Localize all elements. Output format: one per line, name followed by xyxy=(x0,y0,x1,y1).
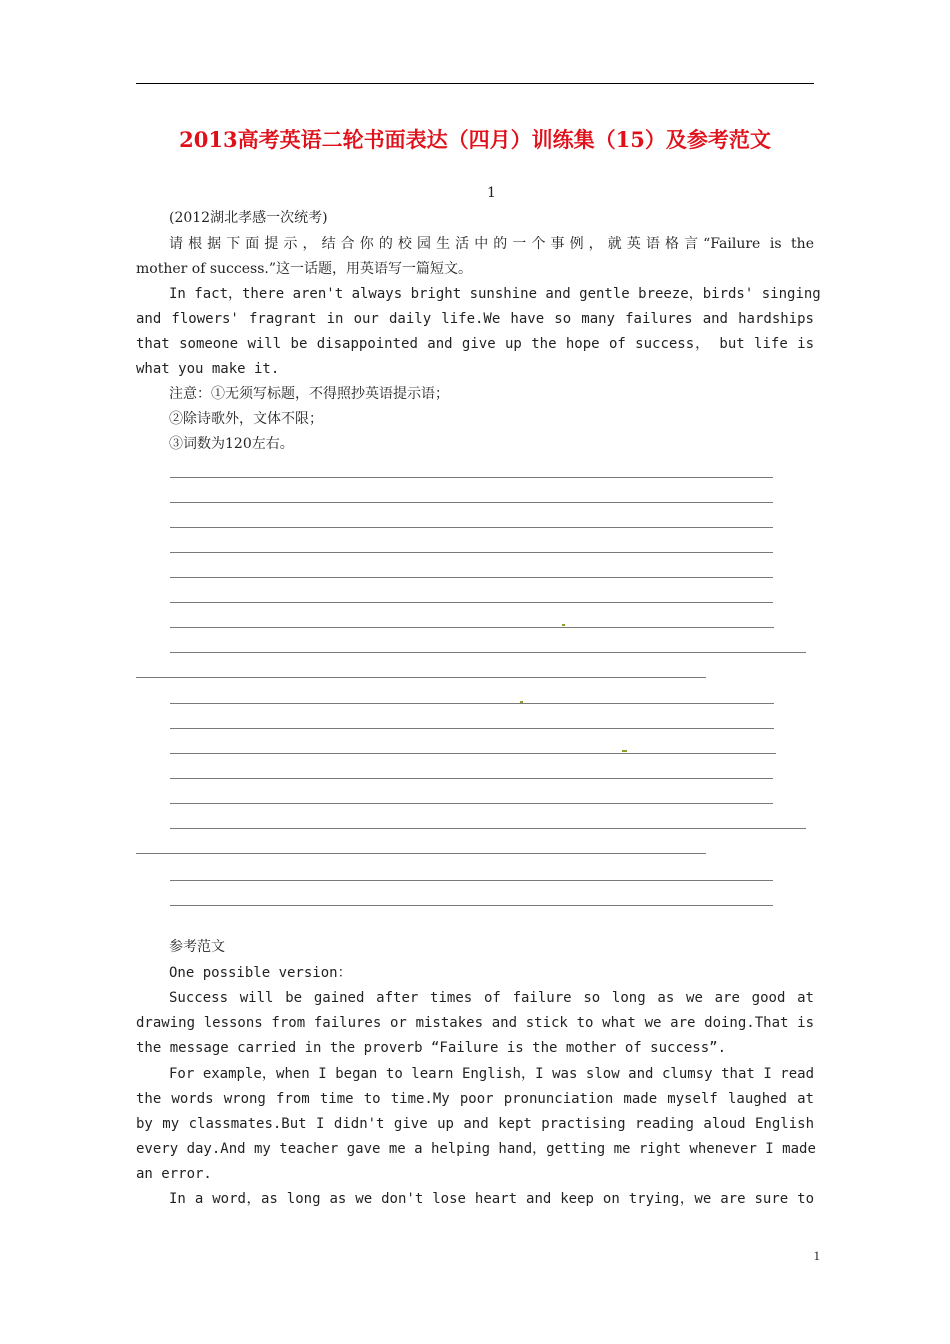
model-line: drawing lessons from failures or mistakes and stick to what we are doing.That is xyxy=(136,1015,814,1031)
model-intro: One possible version： xyxy=(169,965,352,981)
writing-line xyxy=(170,552,773,553)
writing-line xyxy=(170,803,773,804)
header-rule xyxy=(136,83,814,84)
speck-mark xyxy=(520,701,523,703)
question-number: 1 xyxy=(487,185,496,201)
model-line: In a word，as long as we don't lose heart and keep on trying，we are sure to xyxy=(169,1191,814,1207)
writing-line xyxy=(170,602,773,603)
prompt-paragraph-line: and flowers' fragrant in our daily life.We have so many failures and hardships xyxy=(136,311,814,327)
writing-line xyxy=(170,627,774,628)
prompt-paragraph-line: what you make it. xyxy=(136,361,280,377)
model-line: For example，when I began to learn English，I was slow and clumsy that I read xyxy=(169,1066,814,1082)
writing-line xyxy=(170,477,773,478)
writing-line xyxy=(136,853,706,854)
model-line: the message carried in the proverb “Failure is the mother of success”. xyxy=(136,1040,727,1056)
writing-line xyxy=(170,527,773,528)
model-line: an error. xyxy=(136,1166,212,1182)
note-line: ③词数为120左右。 xyxy=(169,436,294,452)
model-line: every day.And my teacher gave me a helping hand，getting me right whenever I made xyxy=(136,1141,816,1157)
writing-line xyxy=(170,577,773,578)
prompt-line: 请根据下面提示，结合你的校园生活中的一个事例，就英语格言“Failure is the xyxy=(169,236,814,252)
page-number: 1 xyxy=(813,1248,820,1263)
note-line: ②除诗歌外，文体不限； xyxy=(169,411,323,427)
source-note: (2012湖北孝感一次统考) xyxy=(169,210,328,226)
writing-line xyxy=(136,677,706,678)
prompt-paragraph-line: that someone will be disappointed and give up the hope of success， but life is xyxy=(136,336,814,352)
document-title: 2013高考英语二轮书面表达（四月）训练集（15）及参考范文 xyxy=(179,127,771,152)
model-line: the words wrong from time to time.My poor pronunciation made myself laughed at xyxy=(136,1091,814,1107)
writing-line xyxy=(170,880,773,881)
writing-line xyxy=(170,728,774,729)
model-heading: 参考范文 xyxy=(169,939,225,955)
writing-line xyxy=(170,778,773,779)
writing-line xyxy=(170,753,776,754)
speck-mark xyxy=(622,750,627,752)
model-line: Success will be gained after times of failure so long as we are good at xyxy=(169,990,814,1006)
writing-line xyxy=(170,652,806,653)
prompt-paragraph-line: In fact，there aren't always bright sunshine and gentle breeze，birds' singing xyxy=(169,286,821,302)
prompt-line: mother of success.”这一话题，用英语写一篇短文。 xyxy=(136,261,472,277)
note-line: 注意：①无须写标题，不得照抄英语提示语； xyxy=(169,386,449,402)
writing-line xyxy=(170,703,774,704)
writing-line xyxy=(170,502,773,503)
writing-line xyxy=(170,828,806,829)
model-line: by my classmates.But I didn't give up and kept practising reading aloud English xyxy=(136,1116,814,1132)
writing-line xyxy=(170,905,773,906)
speck-mark xyxy=(562,624,565,626)
